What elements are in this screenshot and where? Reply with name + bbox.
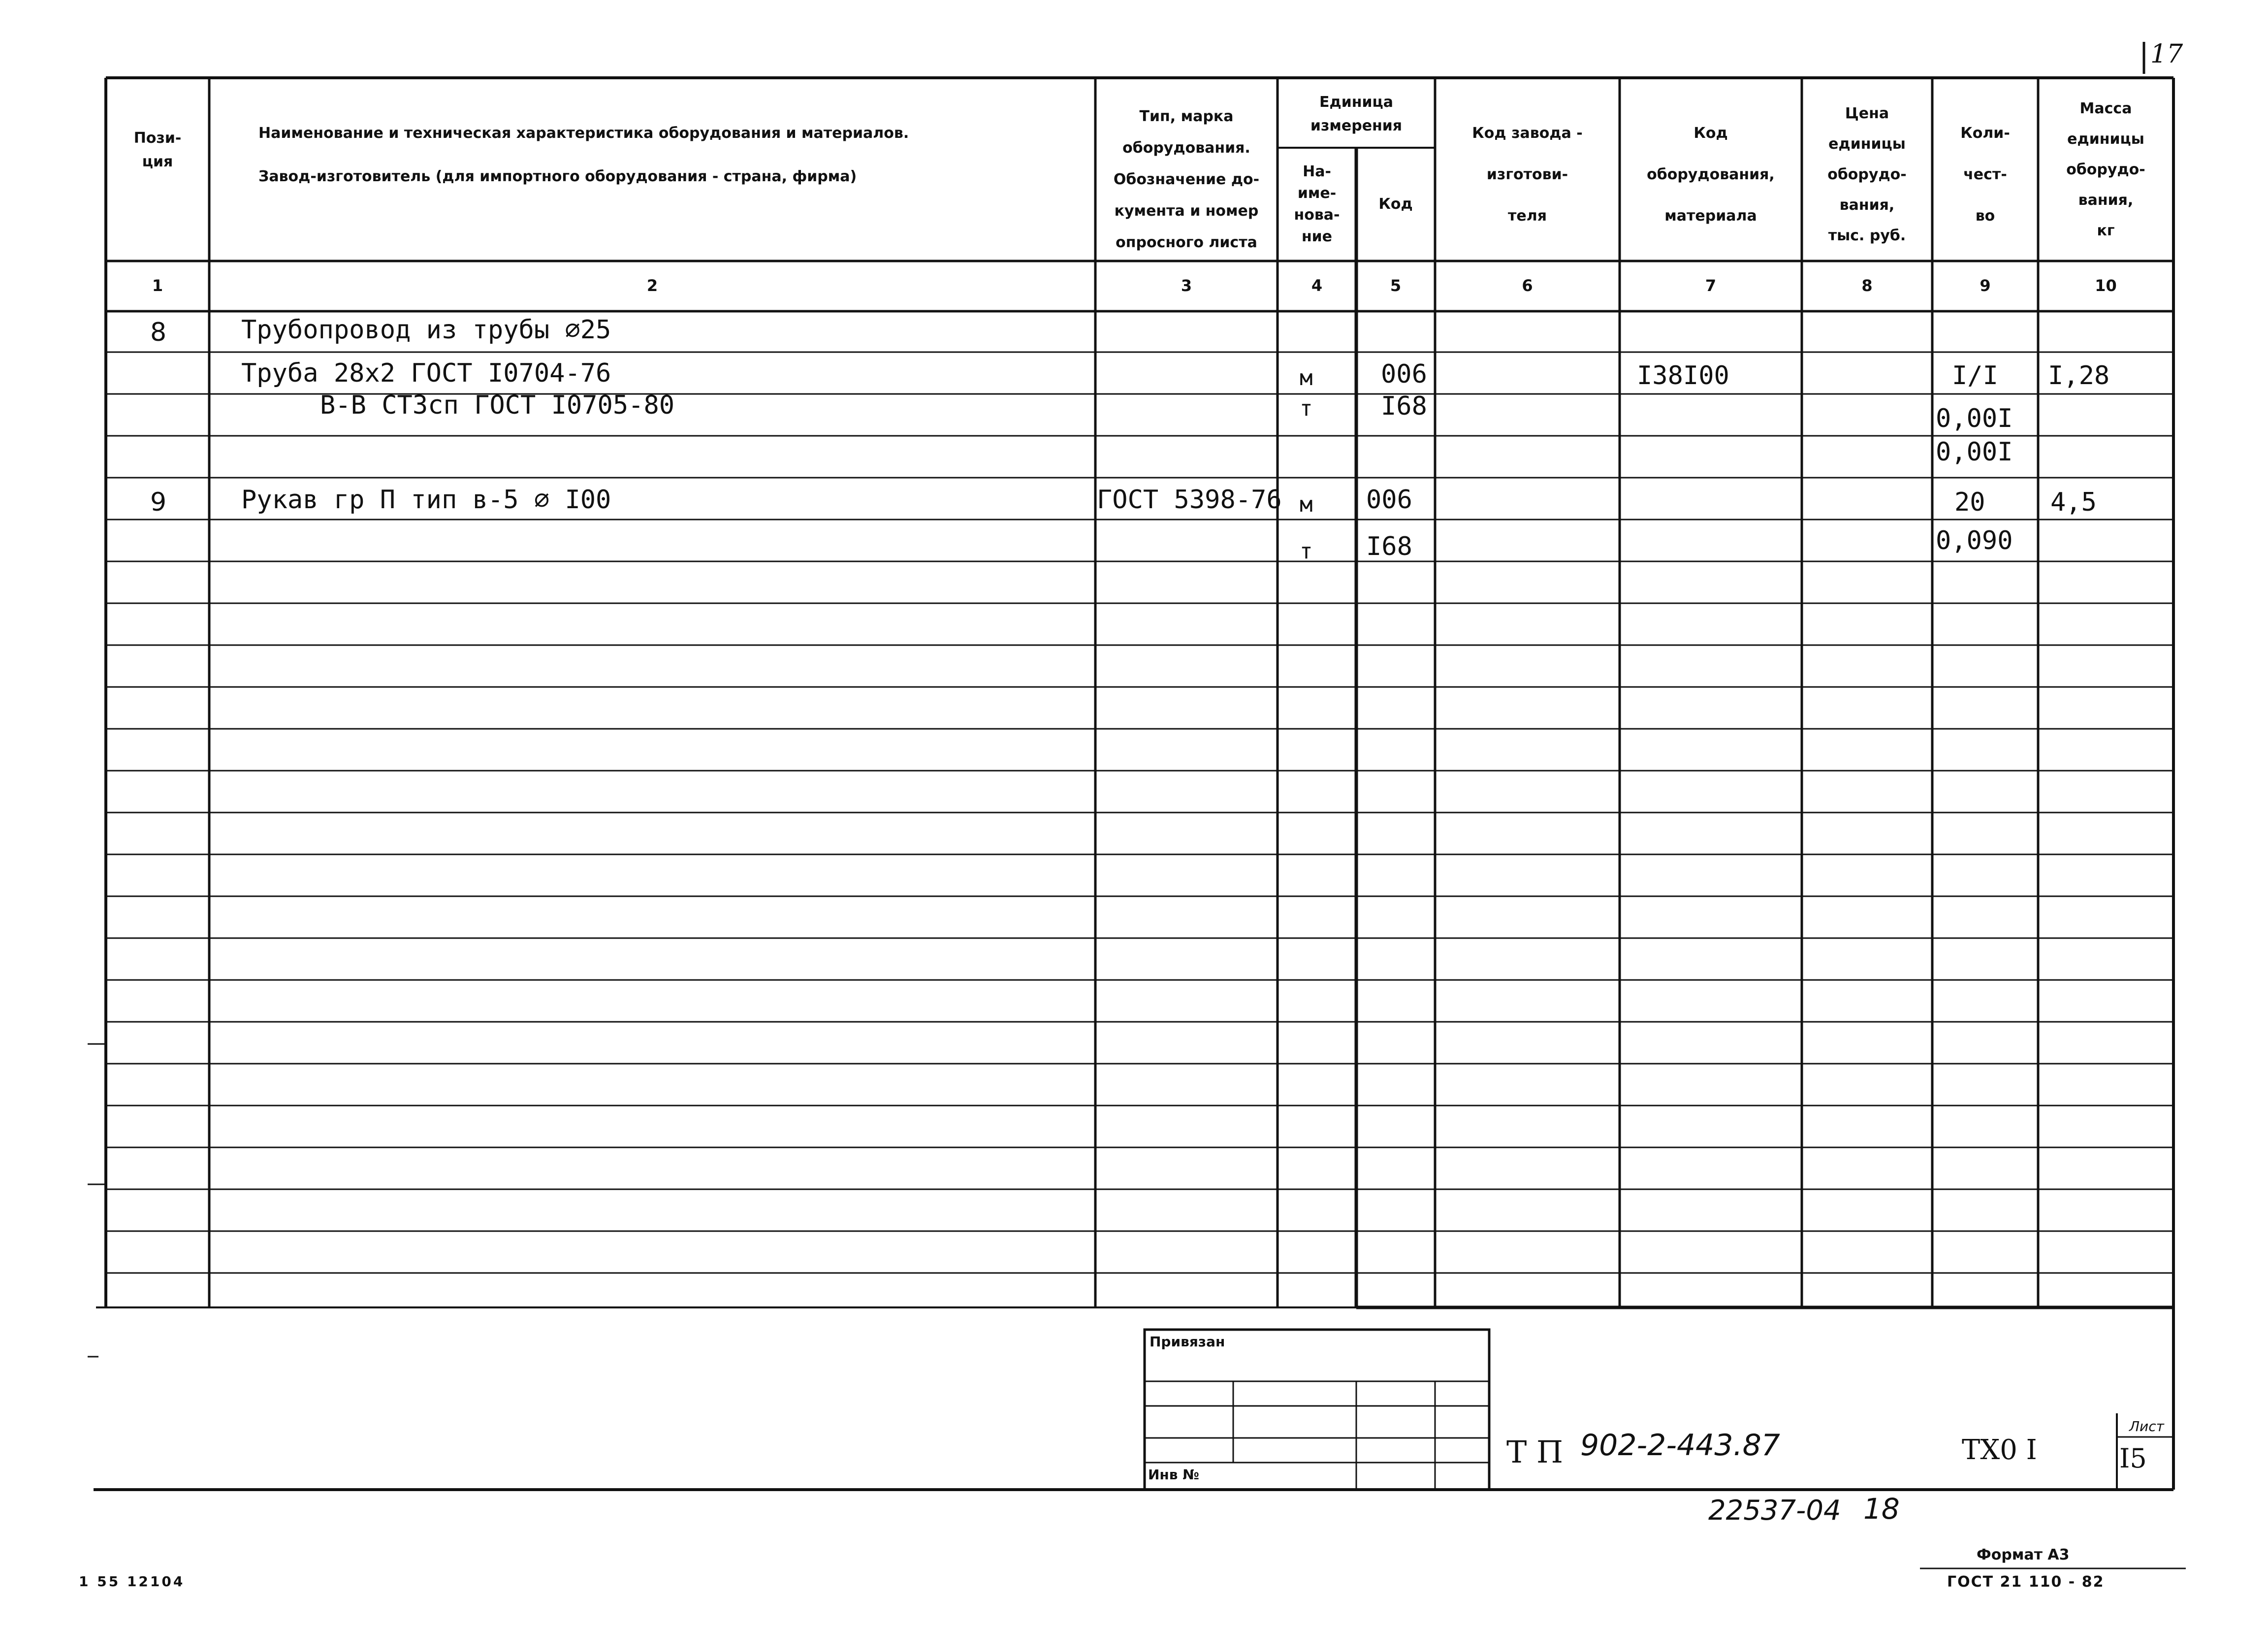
row-steel-code: I68 (1381, 391, 1427, 421)
row-pipe-name: Труба 28х2 ГОСТ I0704-76 (241, 358, 611, 388)
header-factory-code: Код завода - изготови- теля (1472, 125, 1583, 225)
row-hose-mass-unit: т (1300, 539, 1313, 564)
footer-left-code: 1 55 12104 (79, 1573, 185, 1590)
list-value: I5 (2119, 1443, 2147, 1474)
archive-number: 22537-04 (1708, 1495, 1841, 1527)
header-name-line2: Завод-изготовитель (для импортного оборудования - страна, фирма) (258, 168, 857, 185)
archive-page: 18 (1863, 1492, 1900, 1526)
row-steel-unit: т (1300, 396, 1313, 421)
row-8-position: 8 (150, 318, 167, 347)
header-position: Пози- ция (133, 130, 182, 170)
row-9-mass: 4,5 (2050, 488, 2097, 517)
row-pipe-quantity: I/I (1952, 361, 1998, 391)
privyazan-label: Привязан (1150, 1334, 1225, 1350)
header-unit-code: Код (1378, 195, 1413, 213)
row-9-quantity: 20 (1954, 488, 1985, 517)
page-number: 17 (2150, 39, 2183, 69)
tp-number: 902-2-443.87 (1580, 1428, 1780, 1463)
header-unit-group: Единица измерения (1310, 94, 1403, 134)
column-number: 4 (1311, 276, 1323, 295)
header-name-line1: Наименование и техническая характеристика оборудования и материалов. (258, 125, 909, 142)
footer-gost: ГОСТ 21 110 - 82 (1947, 1573, 2105, 1591)
row-hose-mass-quantity: 0,090 (1936, 526, 2013, 555)
row-9-code: 006 (1366, 485, 1412, 515)
footer-format: Формат А3 (1977, 1546, 2070, 1564)
row-9-name: Рукав гр П тип в-5 ∅ I00 (241, 485, 611, 515)
column-number: 2 (646, 276, 658, 295)
header-unit-name: На- име- нова- ние (1294, 163, 1340, 245)
row-steel-quantity: 0,00I (1936, 404, 2013, 433)
row-pipe-mass: I,28 (2048, 361, 2110, 391)
column-number: 1 (152, 276, 163, 295)
row-hose-mass-code: I68 (1366, 532, 1412, 561)
column-number: 9 (1980, 276, 1991, 295)
column-number: 8 (1861, 276, 1873, 295)
header-material-code: Код оборудования, материала (1647, 125, 1775, 225)
header-mass: Масса единицы оборудо- вания, кг (2066, 100, 2145, 239)
row-9-unit: м (1300, 492, 1313, 517)
column-number: 6 (1522, 276, 1533, 295)
row-steel-name: В-В СТ3сп ГОСТ I0705-80 (320, 391, 675, 420)
column-number: 10 (2095, 276, 2117, 295)
row-pipe-code: 006 (1381, 359, 1427, 389)
column-number: 7 (1705, 276, 1717, 295)
column-number: 3 (1181, 276, 1192, 295)
row-pipe-material-code: I38I00 (1637, 361, 1729, 391)
tp-prefix: Т П (1506, 1434, 1564, 1470)
row-extra-quantity: 0,00I (1936, 437, 2013, 467)
row-9-document: ГОСТ 5398-76 (1097, 485, 1282, 515)
header-quantity: Коли- чест- во (1960, 125, 2010, 225)
column-number: 5 (1390, 276, 1402, 295)
sheet-code: ТХ0 I (1962, 1434, 2037, 1466)
row-8-name: Трубопровод из трубы ∅25 (241, 315, 611, 345)
header-name (258, 123, 1086, 187)
inventory-number-label: Инв № (1148, 1466, 1199, 1483)
row-pipe-unit: м (1300, 365, 1313, 391)
row-9-position: 9 (150, 488, 167, 517)
list-label: Лист (2129, 1418, 2164, 1434)
header-price: Цена единицы оборудо- вания, тыс. руб. (1827, 105, 1907, 244)
header-type: Тип, марка оборудования. Обозначение до- кумента и номер опросного листа (1113, 108, 1260, 251)
